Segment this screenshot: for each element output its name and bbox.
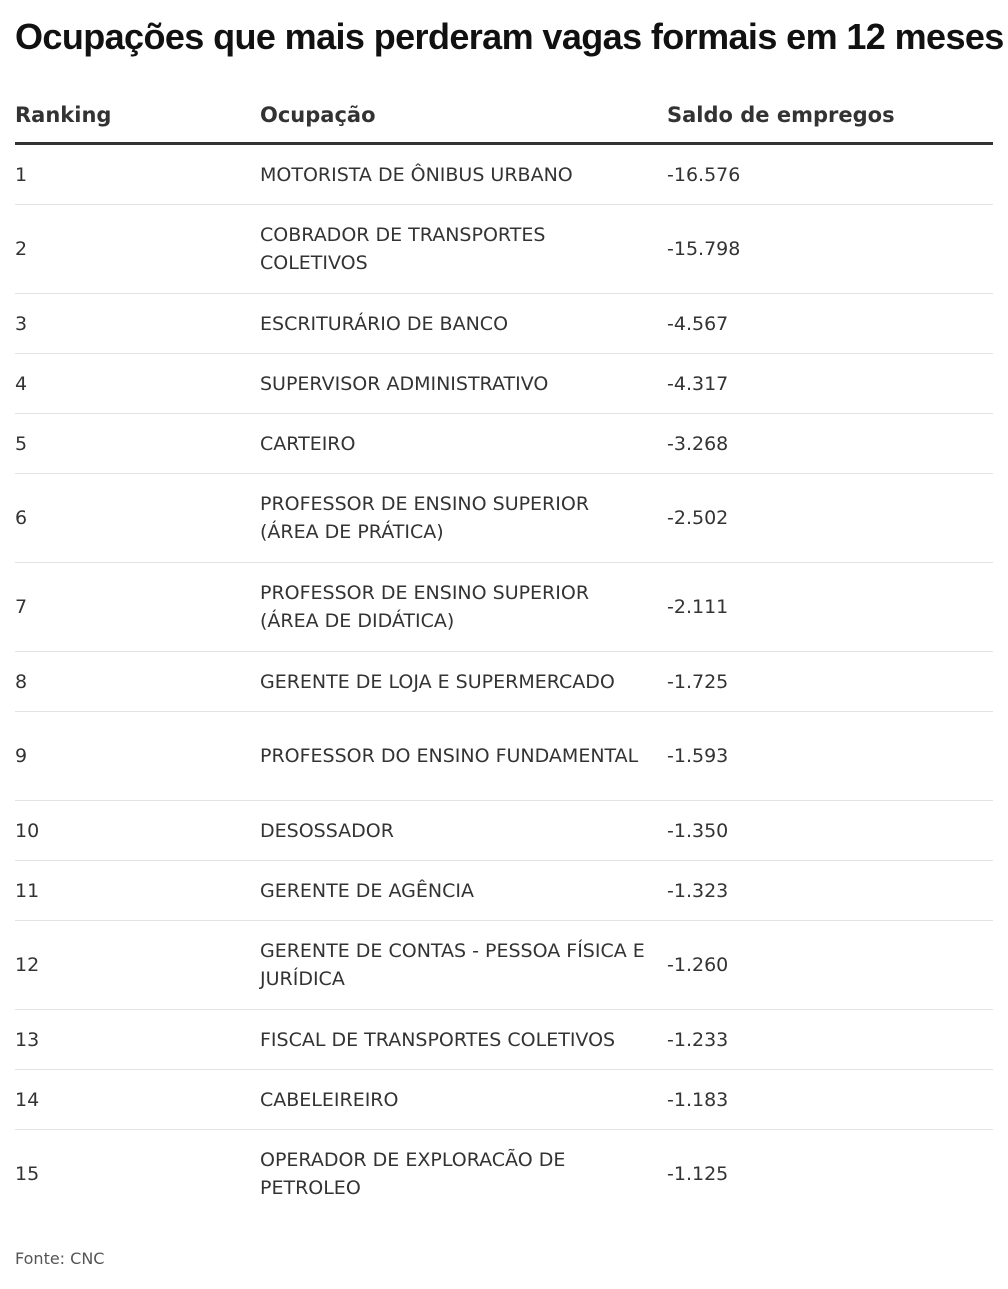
occupation-cell: PROFESSOR DE ENSINO SUPERIOR (ÁREA DE DIDÁTICA) xyxy=(260,563,667,652)
balance-cell: -16.576 xyxy=(667,144,993,205)
table-row xyxy=(15,414,993,474)
balance-cell: -1.593 xyxy=(667,712,993,801)
column-header-balance: Saldo de empregos xyxy=(667,88,993,144)
table-row xyxy=(15,712,993,801)
table-row xyxy=(15,801,993,861)
occupation-cell: GERENTE DE CONTAS - PESSOA FÍSICA E JURÍDICA xyxy=(260,921,667,1010)
table-row xyxy=(15,354,993,414)
occupation-cell: DESOSSADOR xyxy=(260,801,667,861)
balance-cell: -1.183 xyxy=(667,1070,993,1130)
table-row xyxy=(15,563,993,652)
table-row xyxy=(15,861,993,921)
balance-cell: -4.567 xyxy=(667,294,993,354)
rank-cell: 9 xyxy=(15,712,260,801)
ranking-table xyxy=(15,88,993,1218)
rank-cell: 4 xyxy=(15,354,260,414)
column-header-occupation: Ocupação xyxy=(260,88,667,144)
rank-cell: 12 xyxy=(15,921,260,1010)
table-row xyxy=(15,294,993,354)
source-note: Fonte: CNC xyxy=(15,1249,105,1268)
table-row xyxy=(15,921,993,1010)
rank-cell: 14 xyxy=(15,1070,260,1130)
balance-cell: -2.111 xyxy=(667,563,993,652)
rank-cell: 11 xyxy=(15,861,260,921)
balance-cell: -1.260 xyxy=(667,921,993,1010)
balance-cell: -1.725 xyxy=(667,652,993,712)
occupation-cell: ESCRITURÁRIO DE BANCO xyxy=(260,294,667,354)
table-row xyxy=(15,1010,993,1070)
column-header-ranking: Ranking xyxy=(15,88,260,144)
occupation-cell: FISCAL DE TRANSPORTES COLETIVOS xyxy=(260,1010,667,1070)
balance-cell: -1.233 xyxy=(667,1010,993,1070)
balance-cell: -1.323 xyxy=(667,861,993,921)
occupation-cell: COBRADOR DE TRANSPORTES COLETIVOS xyxy=(260,205,667,294)
balance-cell: -1.125 xyxy=(667,1163,729,1185)
table-header-row xyxy=(15,88,993,144)
occupation-cell: MOTORISTA DE ÔNIBUS URBANO xyxy=(260,144,667,205)
rank-cell: 2 xyxy=(15,205,260,294)
balance-cell: -15.798 xyxy=(667,205,993,294)
table-row xyxy=(15,144,993,205)
table-row xyxy=(15,474,993,563)
rank-cell: 7 xyxy=(15,563,260,652)
rank-cell: 3 xyxy=(15,294,260,354)
table-row xyxy=(15,652,993,712)
balance-cell: -2.502 xyxy=(667,474,993,563)
occupation-cell: PROFESSOR DE ENSINO SUPERIOR (ÁREA DE PRÁTICA) xyxy=(260,474,667,563)
occupation-cell: GERENTE DE LOJA E SUPERMERCADO xyxy=(260,652,667,712)
balance-cell: -1.350 xyxy=(667,801,993,861)
table-row xyxy=(15,205,993,294)
rank-cell: 8 xyxy=(15,652,260,712)
occupation-cell: CABELEIREIRO xyxy=(260,1070,667,1130)
occupation-cell: OPERADOR DE EXPLORACÃO DE PETROLEO xyxy=(260,1149,566,1199)
table-row xyxy=(15,1130,993,1219)
occupation-cell: CARTEIRO xyxy=(260,414,667,474)
occupation-cell: PROFESSOR DO ENSINO FUNDAMENTAL xyxy=(260,712,667,801)
table-row xyxy=(15,1070,993,1130)
rank-cell: 5 xyxy=(15,414,260,474)
rank-cell: 13 xyxy=(15,1010,260,1070)
occupation-cell: GERENTE DE AGÊNCIA xyxy=(260,861,667,921)
balance-cell: -4.317 xyxy=(667,354,993,414)
rank-cell: 15 xyxy=(15,1163,40,1185)
balance-cell: -3.268 xyxy=(667,414,993,474)
rank-cell: 1 xyxy=(15,144,260,205)
occupation-cell: SUPERVISOR ADMINISTRATIVO xyxy=(260,354,667,414)
page-title: Ocupações que mais perderam vagas formais em 12 meses xyxy=(15,16,1004,57)
rank-cell: 10 xyxy=(15,801,260,861)
rank-cell: 6 xyxy=(15,474,260,563)
